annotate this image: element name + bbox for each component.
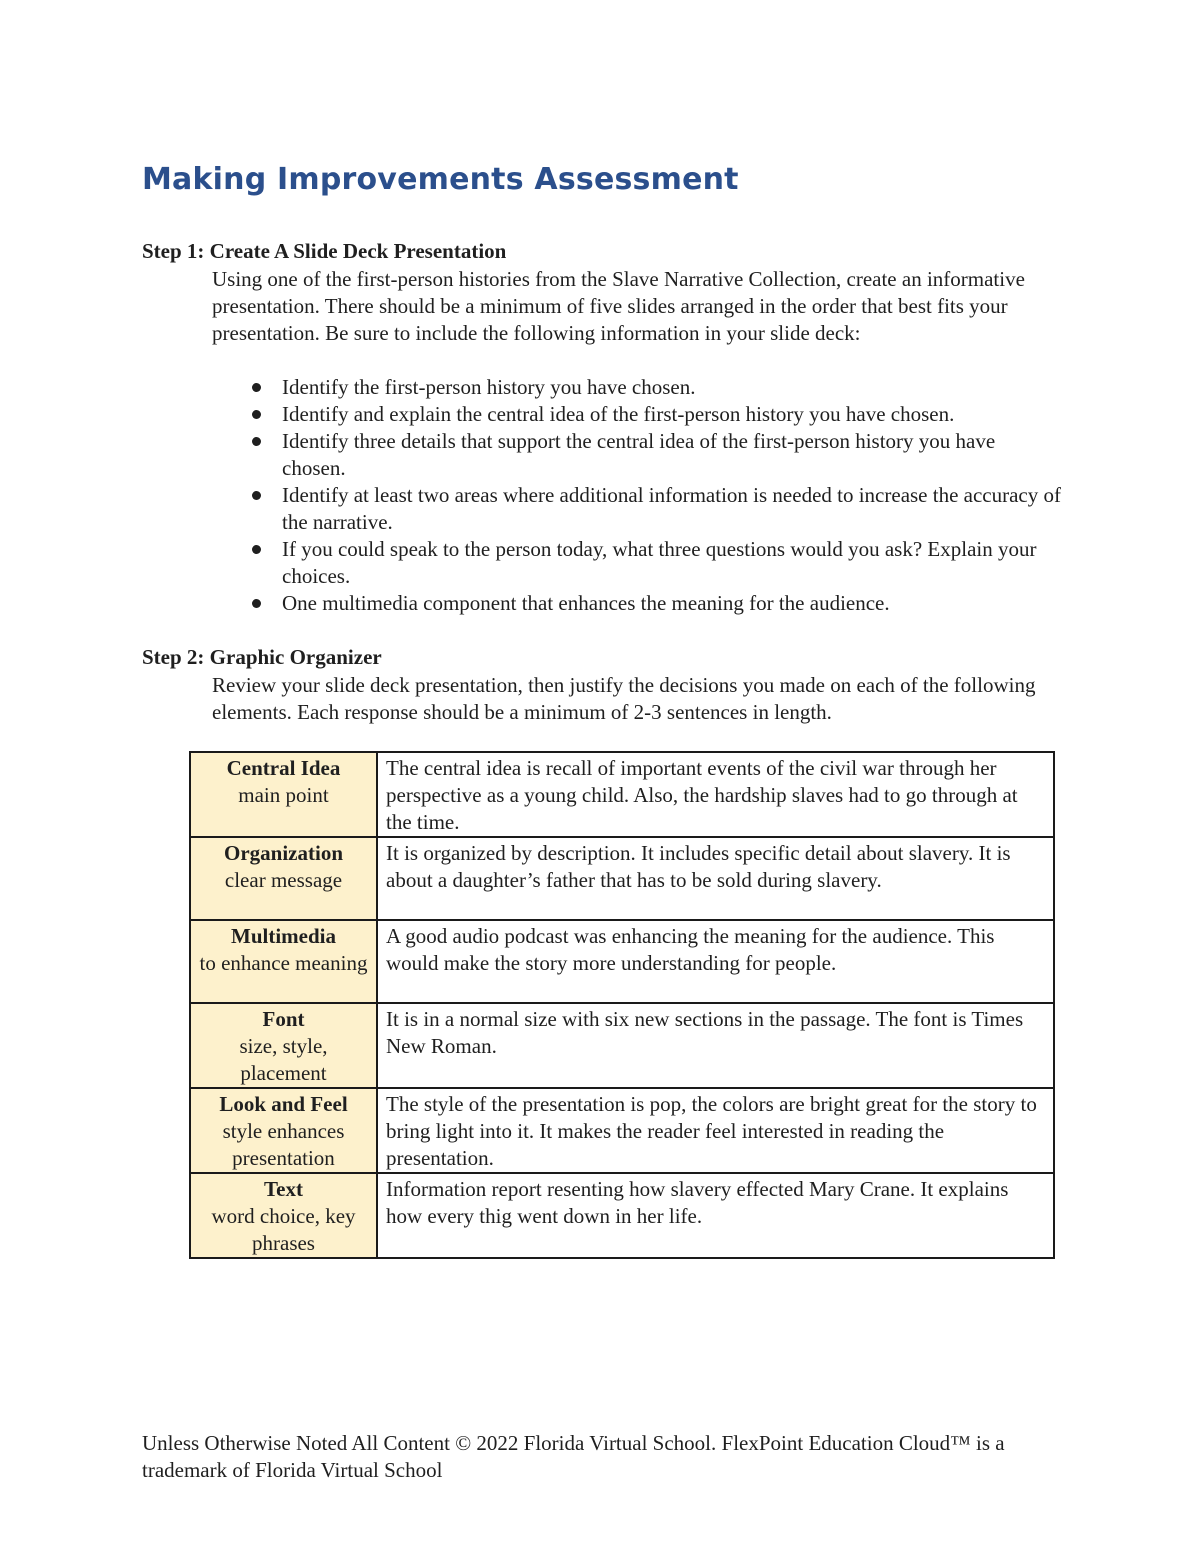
step1-requirements-list bbox=[212, 374, 1062, 617]
table-row bbox=[190, 920, 1054, 1003]
row-label-cell bbox=[190, 752, 377, 837]
table-row bbox=[190, 1173, 1054, 1258]
response-text: The central idea is recall of important events of the civil war through her perspective as a young child. Also, the hardship slaves had to go through at the time. bbox=[386, 756, 1018, 834]
graphic-organizer-table bbox=[189, 751, 1055, 1259]
list-item-text: Identify and explain the central idea of the first-person history you have chosen. bbox=[282, 402, 955, 426]
row-sublabel: to enhance meaning bbox=[199, 951, 368, 975]
row-label: Central Idea bbox=[226, 756, 341, 780]
bullet-icon bbox=[252, 437, 261, 446]
step1-instructions: Using one of the first-person histories from the Slave Narrative Collection, create an informative presentation. There should be a minimum of five slides arranged in the order that best fits your presentation. Be sure to include the following information in your slide deck: bbox=[212, 267, 1025, 345]
row-sublabel: clear message bbox=[224, 868, 343, 892]
list-item-text: If you could speak to the person today, what three questions would you ask? Explain your choices. bbox=[282, 537, 1037, 588]
table-row bbox=[190, 837, 1054, 920]
response-cell[interactable] bbox=[377, 1003, 1054, 1088]
list-item bbox=[212, 374, 1062, 401]
response-text: Information report resenting how slavery effected Mary Crane. It explains how every thig went down in her life. bbox=[386, 1177, 1009, 1228]
list-item-text: Identify three details that support the central idea of the first-person history you have chosen. bbox=[282, 429, 996, 480]
bullet-icon bbox=[252, 410, 261, 419]
list-item bbox=[212, 401, 1062, 428]
list-item bbox=[212, 590, 1062, 617]
row-sublabel: style enhances presentation bbox=[222, 1119, 345, 1170]
row-sublabel: size, style, placement bbox=[239, 1034, 328, 1085]
response-cell[interactable] bbox=[377, 1088, 1054, 1173]
response-cell[interactable] bbox=[377, 920, 1054, 1003]
response-cell[interactable] bbox=[377, 752, 1054, 837]
bullet-icon bbox=[252, 383, 261, 392]
row-label: Text bbox=[264, 1177, 303, 1201]
row-label-cell bbox=[190, 920, 377, 1003]
row-sublabel: word choice, key phrases bbox=[211, 1204, 356, 1255]
table-row bbox=[190, 1003, 1054, 1088]
row-label-cell bbox=[190, 1003, 377, 1088]
response-cell[interactable] bbox=[377, 837, 1054, 920]
response-cell[interactable] bbox=[377, 1173, 1054, 1258]
row-label: Organization bbox=[224, 841, 343, 865]
list-item bbox=[212, 482, 1062, 536]
list-item-text: Identify the first-person history you have chosen. bbox=[282, 375, 696, 399]
response-text: It is in a normal size with six new sections in the passage. The font is Times New Roman. bbox=[386, 1007, 1024, 1058]
bullet-icon bbox=[252, 599, 261, 608]
row-label: Multimedia bbox=[231, 924, 336, 948]
page-title: Making Improvements Assessment bbox=[142, 162, 739, 197]
list-item-text: One multimedia component that enhances the meaning for the audience. bbox=[282, 591, 890, 615]
step1-heading: Step 1: Create A Slide Deck Presentation bbox=[142, 239, 507, 263]
row-label-cell bbox=[190, 837, 377, 920]
step2-instructions: Review your slide deck presentation, then justify the decisions you made on each of the following elements. Each response should be a minimum of 2-3 sentences in length. bbox=[212, 673, 1036, 724]
table-row bbox=[190, 752, 1054, 837]
response-text: It is organized by description. It includes specific detail about slavery. It is about a daughter’s father that has to be sold during slavery. bbox=[386, 841, 1011, 892]
list-item-text: Identify at least two areas where additional information is needed to increase the accuracy of the narrative. bbox=[282, 483, 1061, 534]
row-label: Font bbox=[262, 1007, 305, 1031]
step2-heading: Step 2: Graphic Organizer bbox=[142, 645, 382, 669]
row-label: Look and Feel bbox=[219, 1092, 348, 1116]
bullet-icon bbox=[252, 545, 261, 554]
row-sublabel: main point bbox=[238, 783, 329, 807]
list-item bbox=[212, 536, 1062, 590]
bullet-icon bbox=[252, 491, 261, 500]
row-label-cell bbox=[190, 1088, 377, 1173]
table-row bbox=[190, 1088, 1054, 1173]
copyright-footer: Unless Otherwise Noted All Content © 2022 Florida Virtual School. FlexPoint Education Cloud™ is a trademark of Florida Virtual School bbox=[142, 1431, 1005, 1482]
list-item bbox=[212, 428, 1062, 482]
row-label-cell bbox=[190, 1173, 377, 1258]
response-text: A good audio podcast was enhancing the meaning for the audience. This would make the story more understanding for people. bbox=[386, 924, 995, 975]
response-text: The style of the presentation is pop, the colors are bright great for the story to bring light into it. It makes the reader feel interested in reading the presentation. bbox=[386, 1092, 1037, 1170]
